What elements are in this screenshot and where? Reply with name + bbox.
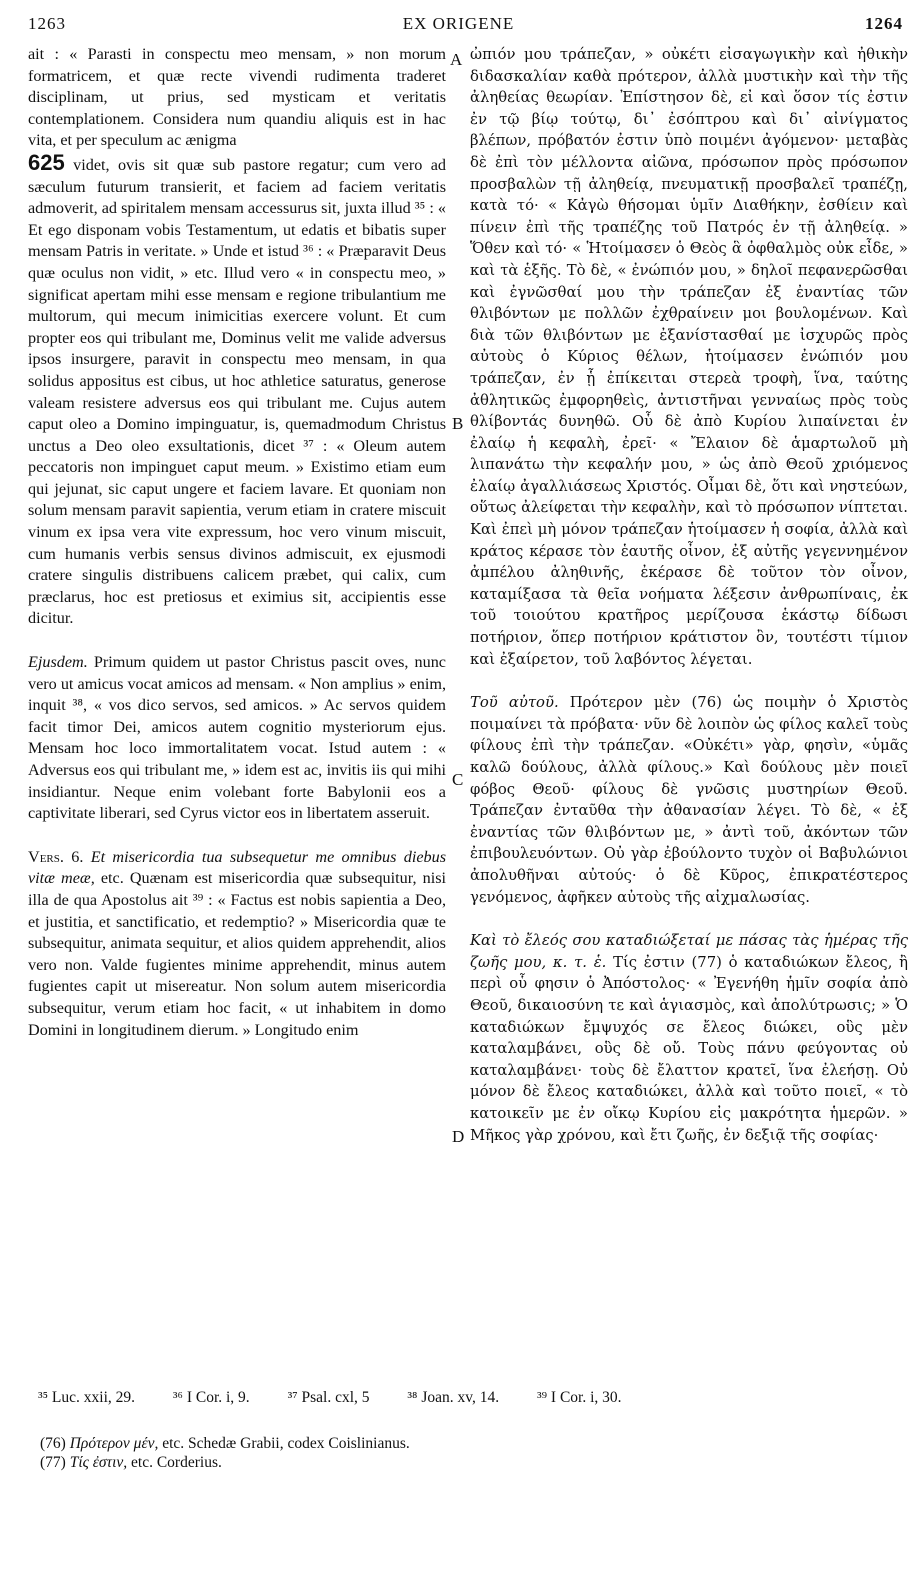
latin-text: Primum quidem ut pastor Christus pascit oves, nunc vero ut amicus vocat amicos ad mensam. « Non amplius » enim, inquit ³⁸, « vos dico servos, sed amicos. » Ac servos quidem facit timor Dei, amicos autem cognitio mysteriorum ejus. Mensam hoc loco immortalitatem vocat. Istud autem : « Adversus eos qui tribulant me, » idem est ac, invitis iis qui mihi insidiantur. Neque enim volebant forte Babylonii eos a captivitate liberari, sed Cyrus victor eos in libertatem asseruit. (28, 653, 446, 823)
note-text: etc. Corderius. (127, 1454, 222, 1471)
section-lead: Ejusdem. (28, 653, 88, 672)
greek-paragraph-2 (470, 692, 908, 908)
note-text: etc. Schedæ Grabii, codex Coislinianus. (158, 1435, 410, 1452)
note-number: (77) (40, 1454, 66, 1471)
note-number: (76) (40, 1435, 66, 1452)
latin-text: videt, ovis sit quæ sub pastore regatur; cum vero ad sæculum futurum transierit, et faciem ad faciem veritatis admoverit, ad spiritalem mensam accessurus sit, juxta illud ³⁵ : « Et ego disponam vobis Testamentum, ut edatis et bibatis super mensam Patris in veritate. » Unde et istud ³⁶ : « Præparavit Deus quæ oculus non vidit, » etc. Illud vero « in conspectu meo, » significat apertam mihi esse mensam e regione tribulantium me multorum, qui mecum inimicitias exercere volunt. Et cum propter eos qui tribulant me, Dominus velit me valide adversus ipsos insurgere, paravit in conspectu meo mensam, in qua solidus appositus est cibus, ut hoc athletice saturatus, generose valeam resistere adversus eos qui tribulant me. Cujus autem caput oleo a Domino impinguatur, is, quemadmodum Christus unctus a Deo oleo exsultationis, dicet ³⁷ : « Oleum autem peccatoris non impinguet caput meum. » Existimo etiam eum qui jejunat, sic caput ungere et faciem lavare. Et quoniam non solum mensam paravit sapientia, verum etiam in cratere miscuit vinum ex ipsa vera vite expressum, hoc vero vinum miscuit, cum humanis verbis sensus divinos admiscuit, ex ejusmodi cratere singulis distribuens calicem præbet, qui calix, cum præclarus, hoc est pretiosus et eximius sit, accipientis esse dicitur. (28, 155, 446, 628)
page-header (0, 14, 917, 40)
footnote: ³⁷ Psal. cxl, 5 (287, 1389, 370, 1406)
latin-column (28, 44, 446, 1041)
running-title: EX ORIGENE (402, 14, 515, 33)
margin-letter-c: C (452, 770, 464, 789)
critical-note (40, 1453, 900, 1472)
scripture-footnotes (38, 1389, 898, 1407)
verse-lemma: Et misericordia tua subsequetur me omnibus diebus vitæ meæ, (28, 847, 446, 888)
column-number-left: 1263 (28, 14, 66, 33)
critical-notes (40, 1434, 900, 1472)
footnote: ³⁶ I Cor. i, 9. (172, 1389, 250, 1406)
latin-paragraph-3 (28, 847, 446, 1041)
margin-letter-a: A (450, 50, 463, 69)
note-lemma: Πρότερον μέν, (69, 1435, 159, 1452)
greek-text: Πρότερον μὲν (76) ὡς ποιμὴν ὁ Χριστὸς ποιμαίνει τὰ πρόβατα· νῦν δὲ λοιπὸν ὡς φίλος καλεῖ τοὺς φίλους ἐπὶ τὴν τράπεζαν. «Οὐκέτι» γὰρ, φησὶν, «ὑμᾶς καλῶ δούλους, ἀλλὰ φίλους.» Καὶ δούλους μὲν ποιεῖ φόβος Θεοῦ· φίλους δὲ γνῶσις μυστηρίων Θεοῦ. Τράπεζαν ἐνταῦθα τὴν ἀθανασίαν λέγει. Τὸ δὲ, « ἐξ ἐναντίας τῶν θλιβόντων με, » ἀντὶ τοῦ, ἀκόντων τῶν ἐπιβουλευόντων. Οὐ γὰρ ἐβούλοντο τυχὸν οἱ Βαβυλώνιοι ἀπολυθῆναι αὐτούς· ὁ δὲ Κῦρος, ἐπικρατέστερος γενόμενος, ἀφῆκεν αὐτοὺς τῆς αἰχμαλωσίας. (470, 694, 908, 906)
margin-letter-d: D (452, 1127, 465, 1146)
note-lemma: Τίς ἐστιν, (69, 1454, 128, 1471)
footnote: ³⁵ Luc. xxii, 29. (38, 1389, 136, 1406)
marginal-number: 625 (28, 149, 65, 175)
greek-paragraph-3 (470, 930, 908, 1146)
verse-lemma: Καὶ τὸ ἔλεός σου καταδιώξεταί με πάσας τὰς ἡμέρας τῆς ζωῆς μου, κ. τ. ἑ. (470, 932, 908, 971)
latin-paragraph-2 (28, 652, 446, 825)
latin-text: etc. Quænam est misericordia quæ subsequitur, nisi illa de qua Apostolus ait ³⁹ : « Factus est nobis sapientia a Deo, et justitia, et sanctificatio, et redemptio? » Misericordia quæ te subsequitur, animata sequitur, et alios quidem apprehendit, alios vero non. Valde fugientes minime apprehendit, minus autem fugientes capit ut misereatur. Non solum autem misericordia subsequitur, verum etiam hoc facit, « ut inhabitem in domo Domini in longitudinem dierum. » Longitudo enim (28, 869, 446, 1039)
greek-text: ὠπιόν μου τράπεζαν, » οὐκέτι εἰσαγωγικὴν καὶ ἠθικὴν διδασκαλίαν καθὰ πρότερον, ἀλλὰ μυστικὴν καὶ τὴν τῆς ἀληθείας θεωρίαν. Ἐπίστησον δὲ, εἰ καὶ ὅσον τίς ἐστιν ἐν τῷ βίῳ τούτῳ, δι᾽ ἐσόπτρου καὶ δι᾽ αἰνίγματος βλέπων, πρόβατόν ἐστιν ὑπὸ ποιμένι ἀγόμενον· μεταβὰς δὲ ἐπὶ τὸν μέλλοντα αἰῶνα, πρόσωπον πρὸς πρόσωπον προσβαλὼν τῇ ἀληθείᾳ, πνευματικῇ προσβαλεῖ τραπέζῃ, κατὰ τό· « Κἀγὼ θήσομαι ὑμῖν Διαθήκην, ἐσθίειν καὶ πίνειν ἐπὶ τῆς τραπέζης τοῦ Πατρός ἐν τῇ ἀληθείᾳ. » Ὅθεν καὶ τό· « Ἡτοίμασεν ὁ Θεὸς ἃ ὀφθαλμὸς οὐκ εἶδε, » καὶ τὰ ἑξῆς. Τὸ δὲ, « ἐνώπιόν μου, » δηλοῖ πεφανερῶσθαι καὶ ἐγνῶσθαί μου τὴν τράπεζαν ἐξ ἐναντίας τῶν θλιβόντων με πολλῶν ἐχθραίνειν μοι βουλομένων. Καὶ διὰ τῶν θλιβόντων με ἐξανίστασθαί με ἰσχυρῶς πρὸς αὐτοὺς ὁ Κύριος θέλων, ἡτοίμασεν ἐνώπιόν μου τράπεζαν, ἐν ᾗ ἐπίκειται στερεὰ τροφὴ, ἵνα, ταύτης ἀθλητικῶς ἐμφορηθεὶς, ἀντιστῆναι γενναίως πρὸς τοὺς θλίβοντάς δυνηθῶ. Οὗ δὲ ἀπὸ Κυρίου λιπαίνεται ἐν ἐλαίῳ ἡ κεφαλὴ, ἐρεῖ· « Ἔλαιον δὲ ἁμαρτωλοῦ μὴ λιπανάτω τὴν κεφαλήν μου, » ὡς ἀπὸ Θεοῦ χριόμενος ἐλαίῳ ἀγαλλιάσεως Χριστός. Οἶμαι δὲ, ὅτι καὶ νηστεύων, οὕτως ἀλείφεται τὴν κεφαλὴν, καὶ τὸ πρόσωπον νίπτεται. Καὶ ἐπεὶ μὴ μόνον τράπεζαν ἡτοίμασεν ἡ σοφία, ἀλλὰ καὶ κράτος κέρασε τὸν ἑαυτῆς οἶνον, ἐξ αὐτῆς γεγεννημένον ἀμπέλου ἀληθινῆς, ἐκέρασε δὲ τοῦτον τὸν οἶνον, καταμίξασα τὰ θεῖα νοήματα λέξεσιν ἀνθρωπίναις, ἐκ τοῦ τοιούτου κρατῆρος μερίζουσα ἑκάστῳ δίδωσι ποτήριον, ὅπερ ποτήριον κράτιστον ὂν, τουτέστι τίμιον καὶ ἐξαίρετον, τοῦ λαβόντος λέγεται. (470, 46, 908, 668)
footnote: ³⁸ Joan. xv, 14. (407, 1389, 500, 1406)
critical-note (40, 1434, 900, 1453)
verse-label: Vers. 6. (28, 847, 84, 866)
footnote: ³⁹ I Cor. i, 30. (536, 1389, 622, 1406)
greek-column (470, 44, 908, 1146)
column-number-right: 1264 (865, 14, 903, 33)
greek-paragraph-1 (470, 44, 908, 670)
latin-text: ait : « Parasti in conspectu meo mensam, » non morum formatricem, et quæ recte vivendi rudimenta traderet disciplinam, ut prius, sed mysticam et veritatis contemplationem. Considera num quandiu aliquis est in hac vita, et per speculum ac ænigma (28, 45, 446, 150)
latin-paragraph-1 (28, 44, 446, 630)
margin-letter-b: B (452, 414, 464, 433)
section-lead: Τοῦ αὐτοῦ. (470, 694, 559, 712)
greek-text: Τίς ἐστιν (77) ὁ καταδιώκων ἔλεος, ἢ περὶ οὗ φησιν ὁ Ἀπόστολος· « Ἐγενήθη ἡμῖν σοφία ἀπὸ Θεοῦ, δικαιοσύνη τε καὶ ἁγιασμὸς, καὶ ἀπολύτρωσις; » Ὁ καταδιώκων ἔμψυχός σε ἔλεος διώκει, οὓς μὲν καταλαμβάνει, οὓς δὲ οὔ. Τοὺς πάνυ φεύγοντας οὐ καταλαμβάνει· τοὺς δὲ ἔλαττον κρατεῖ, ἵνα ἐλεήσῃ. Οὐ μόνον δὲ ἔλεος καταδιώκει, ἀλλὰ καὶ τοῦτο ποιεῖ, « τὸ κατοικεῖν με ἐν οἴκῳ Κυρίου εἰς μακρότητα ἡμερῶν. » Μῆκος γὰρ χρόνου, καὶ ἔτι ζωῆς, ἐν δεξιᾷ τῆς σοφίας· (470, 953, 908, 1144)
